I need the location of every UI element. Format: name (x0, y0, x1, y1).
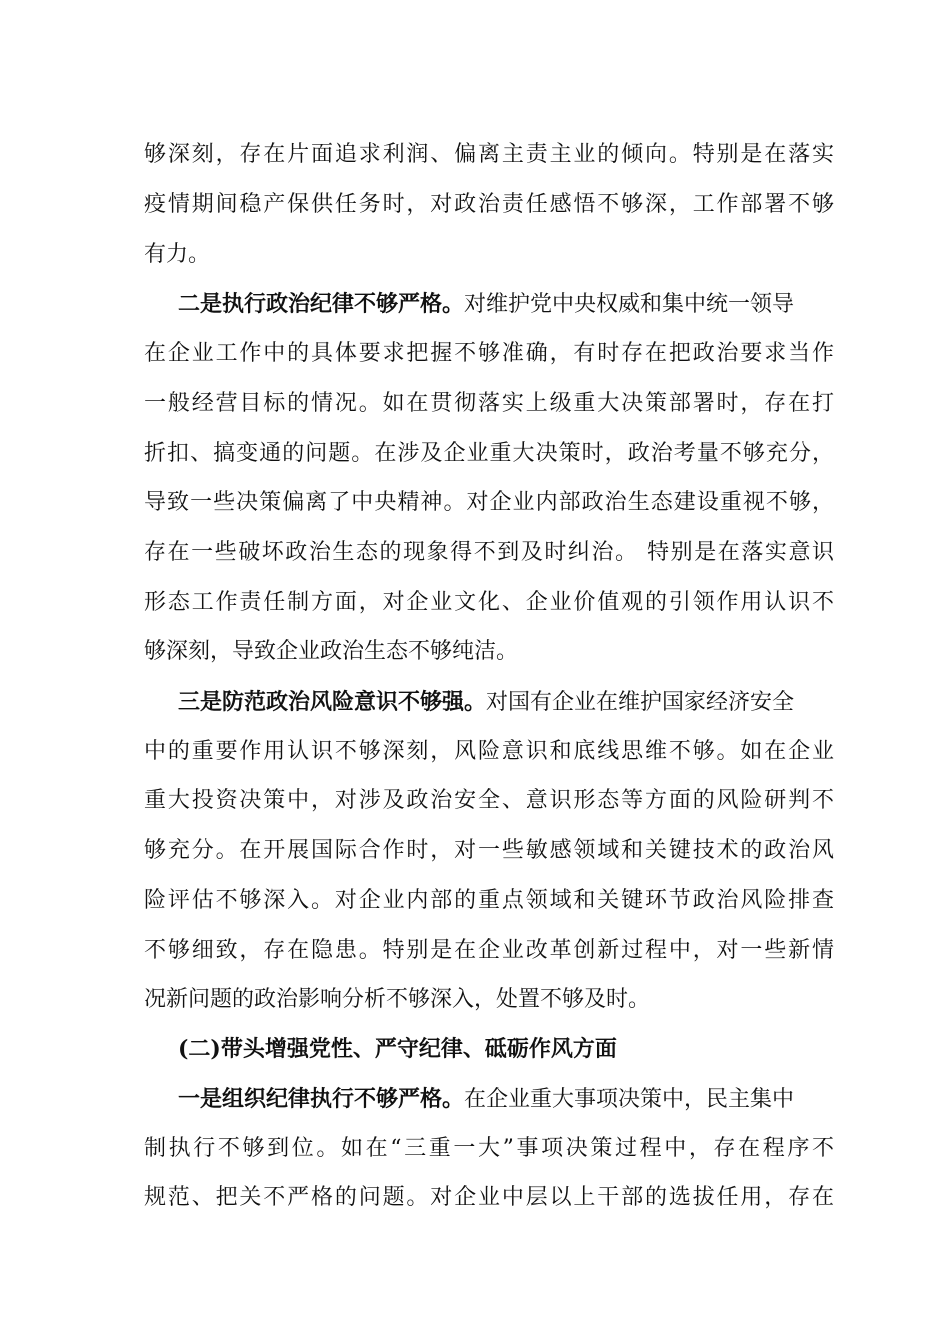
paragraph-4-first-rest: 在企业重大事项决策中，民主集中 (464, 1087, 795, 1112)
section-heading: (二)带头增强党性、严守纪律、砥砺作风方面 (178, 1036, 617, 1062)
paragraph-3-line-7: 况新问题的政治影响分析不够深入，处置不够及时。 (144, 987, 651, 1012)
paragraph-3-line-1 (178, 687, 834, 717)
paragraph-3-line-2: 中的重要作用认识不够深刻，风险意识和底线思维不够。如在企业 (144, 739, 834, 764)
paragraph-4-line-3: 规范、把关不严格的问题。对企业中层以上干部的选拔任用，存在 (144, 1185, 834, 1210)
paragraph-4-lead: 一是组织纪律执行不够严格。 (178, 1086, 465, 1112)
paragraph-3-line-4: 够充分。在开展国际合作时，对一些敏感领域和关键技术的政治风 (144, 838, 834, 863)
paragraph-3-line-5: 险评估不够深入。对企业内部的重点领域和关键环节政治风险排查 (144, 888, 834, 913)
paragraph-1-line-1: 够深刻，存在片面追求利润、偏离主责主业的倾向。特别是在落实 (144, 142, 834, 167)
paragraph-3-first-rest: 对国有企业在维护国家经济安全 (486, 690, 795, 715)
paragraph-2-first-rest: 对维护党中央权威和集中统一领导 (464, 292, 795, 317)
paragraph-2-line-6: 存在一些破坏政治生态的现象得不到及时纠治。 特别是在落实意识 (144, 540, 834, 565)
paragraph-2-line-3: 一般经营目标的情况。如在贯彻落实上级重大决策部署时，存在打 (144, 391, 834, 416)
paragraph-2-line-5: 导致一些决策偏离了中央精神。对企业内部政治生态建设重视不够， (144, 490, 834, 515)
paragraph-2-line-4: 折扣、搞变通的问题。在涉及企业重大决策时，政治考量不够充分， (144, 441, 834, 466)
paragraph-2-lead: 二是执行政治纪律不够严格。 (178, 291, 465, 317)
paragraph-4-line-1 (178, 1084, 834, 1114)
paragraph-3-line-3: 重大投资决策中，对涉及政治安全、意识形态等方面的风险研判不 (144, 788, 834, 813)
paragraph-2-line-2: 在企业工作中的具体要求把握不够准确，有时存在把政治要求当作 (144, 341, 834, 366)
paragraph-1-line-3: 有力。 (144, 242, 211, 267)
paragraph-2-line-1 (178, 289, 834, 319)
paragraph-3-line-6: 不够细致，存在隐患。特别是在企业改革创新过程中，对一些新情 (144, 938, 834, 963)
paragraph-3-lead: 三是防范政治风险意识不够强。 (178, 689, 487, 715)
paragraph-2-line-7: 形态工作责任制方面，对企业文化、企业价值观的引领作用认识不 (144, 590, 834, 615)
paragraph-4-line-2: 制执行不够到位。如在“三重一大”事项决策过程中，存在程序不 (144, 1136, 834, 1161)
paragraph-1-line-2: 疫情期间稳产保供任务时，对政治责任感悟不够深，工作部署不够 (144, 192, 834, 217)
paragraph-2-line-8: 够深刻，导致企业政治生态不够纯洁。 (144, 639, 519, 664)
